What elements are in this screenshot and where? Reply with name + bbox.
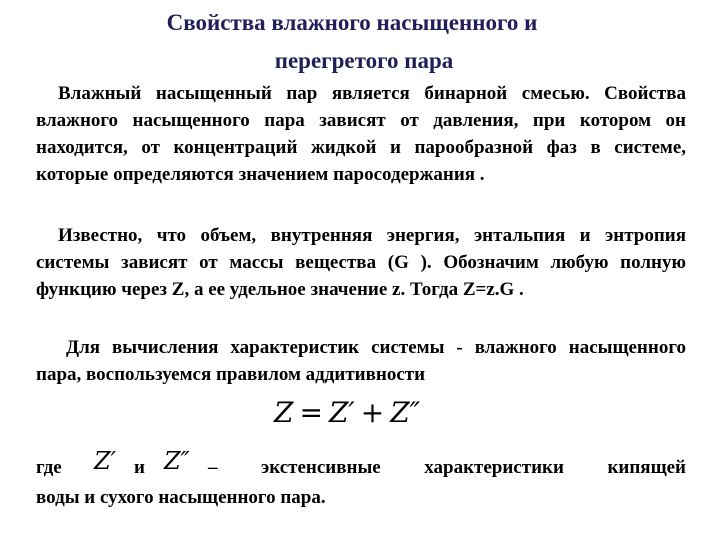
additivity-formula bbox=[274, 396, 420, 429]
paragraph-1-text: Влажный насыщенный пар является бинарной смесью. Свойства влажного насыщенного пара зависят от давления, при котором он находится, от концентраций жидкой и парообразной фаз в системе, которые определяются значением паросодержания . bbox=[36, 83, 686, 185]
formula-lhs: Z bbox=[274, 396, 294, 429]
where-row-2: воды и сухого насыщенного пара. bbox=[36, 487, 326, 508]
where-word: где bbox=[36, 457, 62, 478]
paragraph-binary-mixture bbox=[36, 80, 686, 188]
slide-title-line-2: перегретого пара bbox=[274, 48, 454, 73]
where-explanation bbox=[36, 447, 686, 511]
paragraph-2-text: Известно, что объем, внутренняя энергия, энтальпия и энтропия системы зависят от массы вещества (G ). Обозначим любую полную функцию через Z, а ее удельное значение z. Тогда Z=z.G . bbox=[36, 225, 686, 300]
where-row-1 bbox=[36, 447, 686, 482]
slide-title-line-1: Свойства влажного насыщенного и bbox=[166, 10, 538, 35]
where-description: – экстенсивные характеристики кипящей bbox=[208, 457, 686, 478]
formula-plus: + bbox=[360, 396, 385, 429]
where-symbol-liquid: Z′ bbox=[94, 447, 117, 475]
paragraph-additivity-rule bbox=[36, 334, 686, 388]
formula-term-vapor: Z″ bbox=[390, 396, 421, 429]
where-conjunction: и bbox=[134, 457, 145, 478]
formula-term-liquid: Z′ bbox=[328, 396, 355, 429]
paragraph-extensive-functions bbox=[36, 222, 686, 303]
where-symbol-vapor: Z″ bbox=[164, 447, 190, 475]
paragraph-3-text: Для вычисления характеристик системы - влажного насыщенного пара, воспользуемся правилом аддитивности bbox=[36, 337, 686, 385]
formula-equals: = bbox=[299, 396, 323, 429]
